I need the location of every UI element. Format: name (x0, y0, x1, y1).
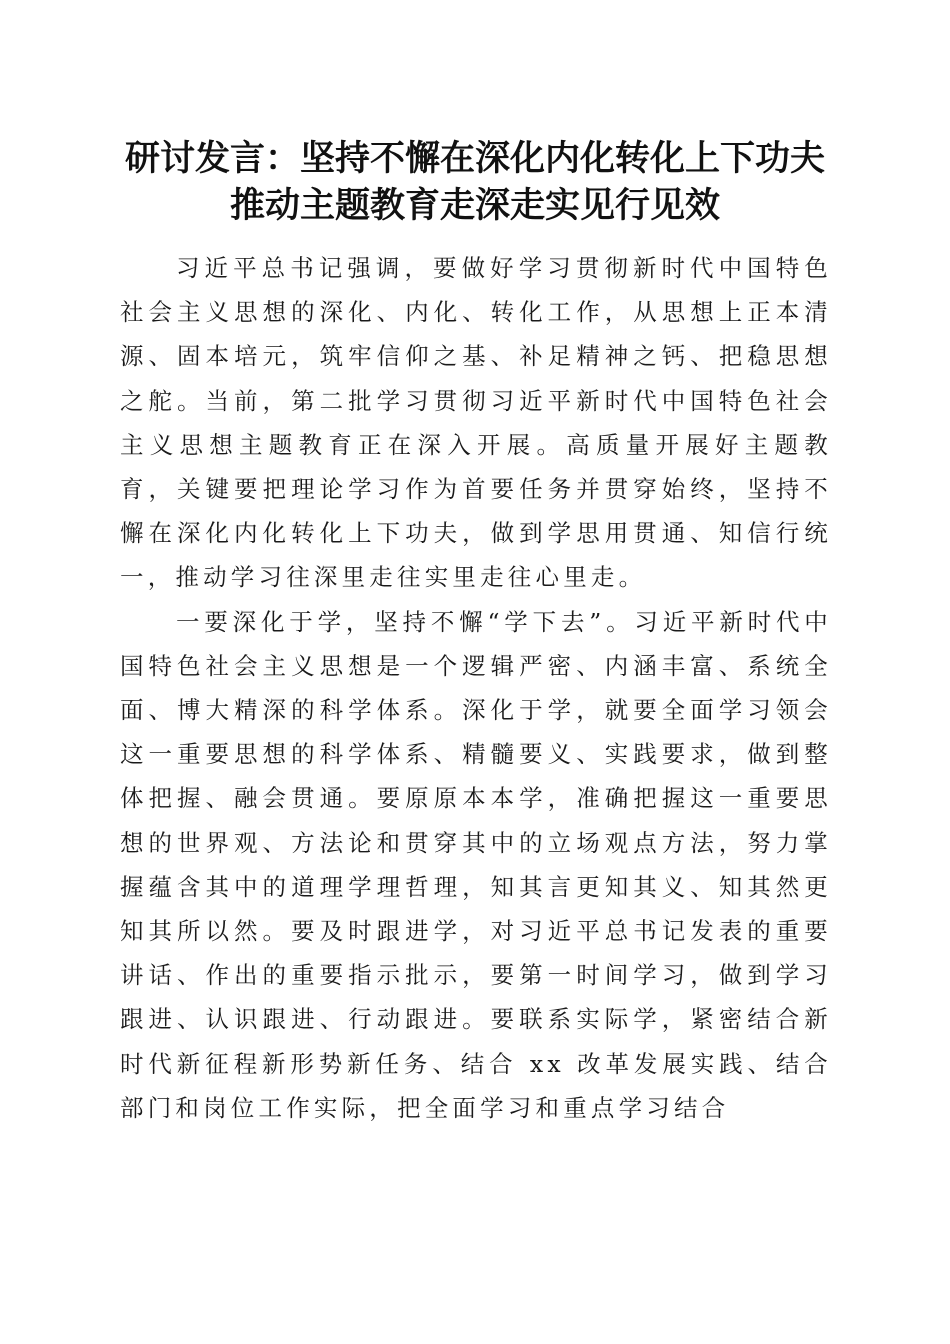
page-title (110, 136, 840, 230)
paragraph-intro: 习近平总书记强调，要做好学习贯彻新时代中国特色社会主义思想的深化、内化、转化工作，从思想上正本清源、固本培元，筑牢信仰之基、补足精神之钙、把稳思想之舵。当前，第二批学习贯彻习近平新时代中国特色社会主义思想主题教育正在深入开展。高质量开展好主题教育，关键要把理论学习作为首要任务并贯穿始终，坚持不懈在深化内化转化上下功夫，做到学思用贯通、知信行统一，推动学习往深里走往实里走往心里走。 (120, 254, 832, 592)
title-line-1: 研讨发言：坚持不懈在深化内化转化上下功夫 (124, 139, 825, 179)
title-line-2: 推动主题教育走深走实见行见效 (229, 186, 720, 226)
paragraph-point-one: 一要深化于学，坚持不懈“学下去”。习近平新时代中国特色社会主义思想是一个逻辑严密、内涵丰富、系统全面、博大精深的科学体系。深化于学，就要全面学习领会这一重要思想的科学体系、精髓要义、实践要求，做到整体把握、融会贯通。要原原本本学，准确把握这一重要思想的世界观、方法论和贯穿其中的立场观点方法，努力掌握蕴含其中的道理学理哲理，知其言更知其义、知其然更知其所以然。要及时跟进学，对习近平总书记发表的重要讲话、作出的重要指示批示，要第一时间学习，做到学习跟进、认识跟进、行动跟进。要联系实际学，紧密结合新时代新征程新形势新任务、结合 xx 改革发展实践、结合部门和岗位工作实际，把全面学习和重点学习结合 (120, 607, 832, 1122)
document-body (120, 246, 832, 1130)
